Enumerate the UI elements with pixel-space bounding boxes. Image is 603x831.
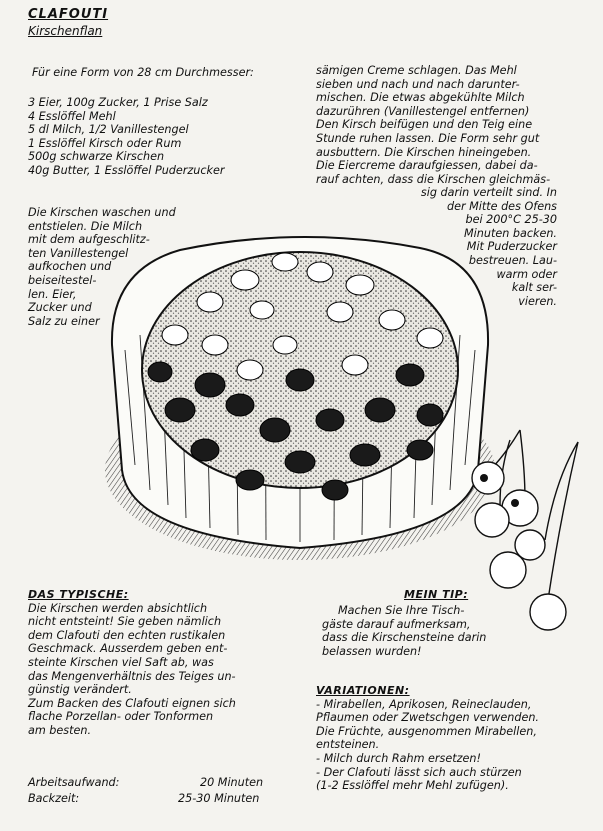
work-time-label: Arbeitsaufwand: [28, 776, 120, 789]
variations-section [316, 684, 539, 793]
step-line: Stunde ruhen lassen. Die Form sehr gut [316, 131, 540, 145]
variation-line: - Der Clafouti lässt sich auch stürzen [316, 765, 522, 779]
step-line: sieben und nach und nach darunter- [316, 77, 520, 91]
typisch-line: dem Clafouti den echten rustikalen [28, 628, 226, 642]
ingredient-item: 5 dl Milch, 1/2 Vanillestengel [28, 123, 189, 137]
tip-line: Machen Sie Ihre Tisch- [338, 604, 465, 617]
tip-heading: MEIN TIP: [404, 588, 469, 601]
step-line: aufkochen und [28, 260, 112, 274]
ingredient-list [28, 96, 224, 178]
recipe-title: CLAFOUTI [28, 7, 109, 22]
step-line: bestreuen. Lau- [468, 253, 557, 267]
step-line: Die Kirschen waschen und [28, 206, 176, 219]
step-line: mischen. Die etwas abgekühlte Milch [316, 91, 525, 105]
tip-section [322, 604, 486, 658]
variation-line: - Mirabellen, Aprikosen, Reineclauden, [316, 697, 532, 711]
typisch-line: nicht entsteint! Sie geben nämlich [28, 615, 222, 629]
step-line: der Mitte des Ofens [446, 199, 557, 213]
step-line: Den Kirsch beifügen und den Teig eine [316, 118, 533, 132]
recipe-subtitle: Kirschenflan [28, 24, 103, 38]
typisch-line: Die Kirschen werden absichtlich [28, 601, 208, 615]
ingredient-item: 1 Esslöffel Kirsch oder Rum [28, 136, 182, 150]
steps-right-bottom [421, 186, 557, 308]
variation-line: - Milch durch Rahm ersetzen! [316, 751, 481, 765]
step-line: bei 200°C 25-30 [465, 213, 557, 227]
typisch-line: das Mengenverhältnis des Teiges un- [28, 669, 236, 683]
typisch-line: Zum Backen des Clafouti eignen sich [28, 696, 236, 710]
step-line: len. Eier, [28, 287, 77, 301]
form-intro: Für eine Form von 28 cm Durchmesser: [32, 66, 254, 79]
step-line: ten Vanillestengel [28, 246, 129, 260]
step-line: vieren. [518, 294, 557, 308]
step-line: Minuten backen. [464, 226, 557, 240]
bake-time-label: Backzeit: [28, 792, 80, 805]
work-time-value: 20 Minuten [200, 776, 264, 789]
variations-heading: VARIATIONEN: [316, 684, 410, 697]
step-line: sämigen Creme schlagen. Das Mehl [316, 64, 517, 77]
ingredient-item: 40g Butter, 1 Esslöffel Puderzucker [28, 163, 225, 177]
ingredient-item: 4 Esslöffel Mehl [28, 109, 116, 123]
step-line: kalt ser- [511, 281, 557, 295]
tip-line: gäste darauf aufmerksam, [322, 617, 471, 631]
step-line: beiseitestel- [28, 273, 97, 287]
steps-left [28, 206, 176, 328]
step-line: Zucker und [28, 301, 92, 315]
step-line: Salz zu einer [28, 314, 100, 328]
variation-line: Pflaumen oder Zwetschgen verwenden. [316, 711, 539, 725]
typisch-section [28, 588, 236, 738]
step-line: sig darin verteilt sind. In [420, 186, 557, 199]
variation-line: entsteinen. [316, 738, 380, 752]
typisch-heading: DAS TYPISCHE: [28, 588, 129, 601]
variation-line: (1-2 Esslöffel mehr Mehl zufügen). [316, 779, 509, 793]
typisch-line: Geschmack. Ausserdem geben ent- [28, 642, 228, 656]
typisch-line: flache Porzellan- oder Tonformen [28, 710, 214, 724]
typisch-line: steinte Kirschen viel Saft ab, was [28, 655, 214, 669]
step-line: entstielen. Die Milch [28, 219, 143, 233]
step-line: warm oder [496, 267, 557, 281]
step-line: mit dem aufgeschlitz- [28, 233, 150, 247]
ingredient-item: 500g schwarze Kirschen [28, 150, 165, 164]
typisch-line: am besten. [28, 723, 92, 737]
typisch-line: günstig verändert. [28, 683, 132, 697]
bake-time-value: 25-30 Minuten [178, 792, 260, 805]
tip-line: belassen wurden! [322, 644, 422, 658]
step-line: ausbuttern. Die Kirschen hineingeben. [316, 145, 532, 159]
step-line: dazurühren (Vanillestengel entfernen) [316, 104, 530, 118]
step-line: Mit Puderzucker [466, 240, 557, 254]
tip-line: dass die Kirschensteine darin [322, 631, 487, 645]
steps-right-top [316, 64, 550, 186]
variation-line: Die Früchte, ausgenommen Mirabellen, [316, 724, 537, 738]
step-line: rauf achten, dass die Kirschen gleichmäs- [316, 172, 551, 186]
step-line: Die Eiercreme daraufgiessen, dabei da- [316, 159, 538, 173]
ingredient-item: 3 Eier, 100g Zucker, 1 Prise Salz [28, 96, 208, 109]
